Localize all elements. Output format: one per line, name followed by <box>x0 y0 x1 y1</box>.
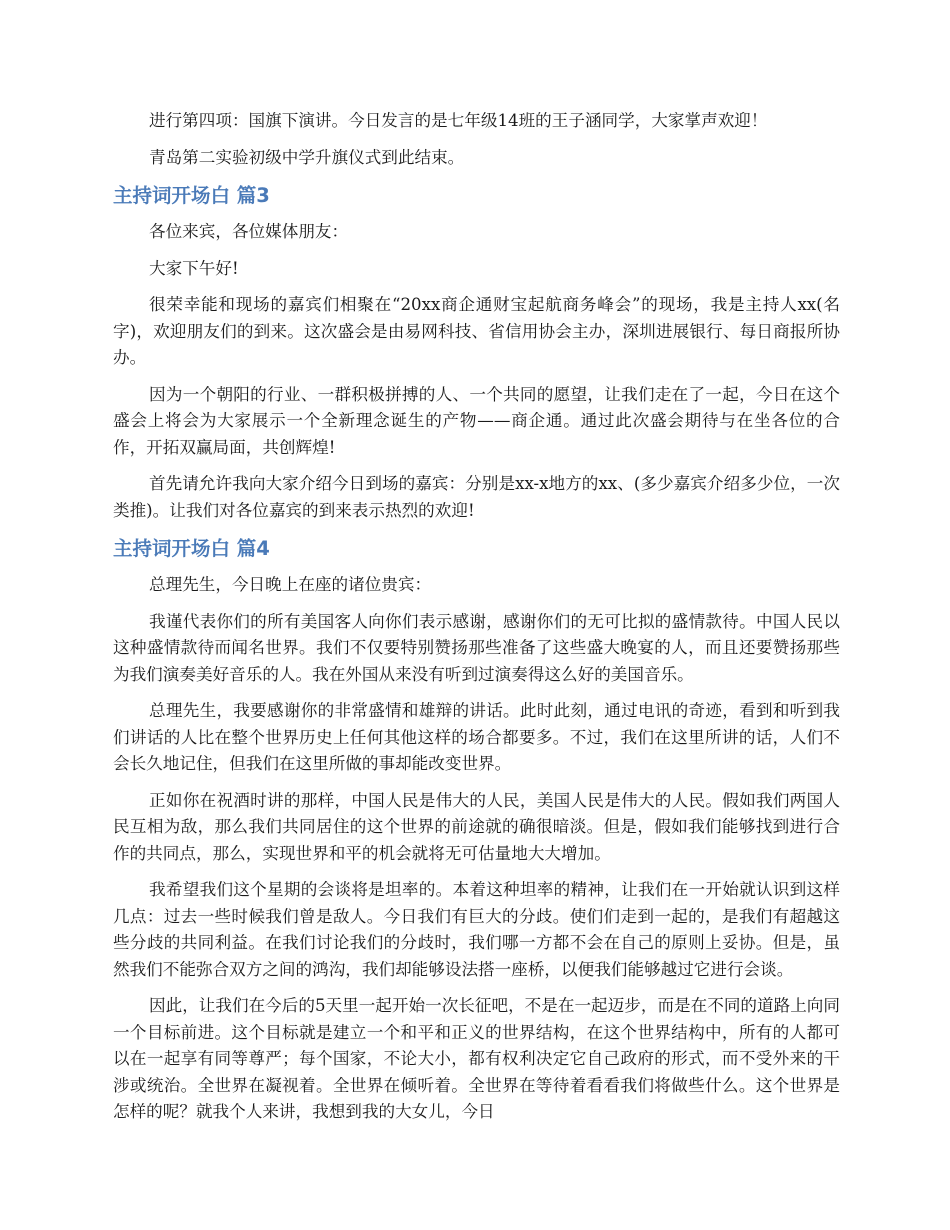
paragraph-introduce-guests: 首先请允许我向大家介绍今日到场的嘉宾：分别是xx-x地方的xx、(多少嘉宾介绍多少位，一次类推)。让我们对各位嘉宾的到来表示热烈的欢迎! <box>113 474 840 520</box>
paragraph-ceremony-end: 青岛第二实验初级中学升旗仪式到此结束。 <box>149 147 465 167</box>
document-page <box>113 108 840 1136</box>
paragraph-thanks-hospitality: 我谨代表你们的所有美国客人向你们表示感谢，感谢你们的无可比拟的盛情款待。中国人民以这种盛情款待而闻名世界。我们不仅要特别赞扬那些准备了这些盛大晚宴的人，而且还要赞扬那些为我们演奏美好音乐的人。我在外国从来没有听到过演奏得这么好的美国音乐。 <box>113 611 840 684</box>
paragraph-honored-host: 很荣幸能和现场的嘉宾们相聚在“20xx商企通财宝起航商务峰会”的现场，我是主持人xx(名字)，欢迎朋友们的到来。这次盛会是由易网科技、省信用协会主办，深圳进展银行、每日商报所协办。 <box>113 295 840 367</box>
paragraph-fourth-item: 进行第四项：国旗下演讲。今日发言的是七年级14班的王子涵同学，大家掌声欢迎！ <box>149 111 768 130</box>
paragraph-frank-talks: 我希望我们这个星期的会谈将是坦率的。本着这种坦率的精神，让我们在一开始就认识到这样几点：过去一些时候我们曾是敌人。今日我们有巨大的分歧。使们们走到一起的，是我们有超越这些分歧的共同利益。在我们讨论我们的分歧时，我们哪一方都不会在自己的原则上妥协。但是，虽然我们不能弥合双方之间的鸿沟，我们却能够设法搭一座桥，以便我们能够越过它进行会谈。 <box>113 880 840 979</box>
paragraph-great-peoples: 正如你在祝酒时讲的那样，中国人民是伟大的人民，美国人民是伟大的人民。假如我们两国人民互相为敌，那么我们共同居住的这个世界的前途就的确很暗淡。但是，假如我们能够找到进行合作的共同点，那么，实现世界和平的机会就将无可估量地大大增加。 <box>113 790 840 863</box>
section-heading-3: 主持词开场白 篇3 <box>113 184 270 207</box>
paragraph-long-march: 因此，让我们在今后的5天里一起开始一次长征吧，不是在一起迈步，而是在不同的道路上向同一个目标前进。这个目标就是建立一个和平和正义的世界结构，在这个世界结构中，所有的人都可以在一起享有同等尊严；每个国家，不论大小，都有权利决定它自己政府的形式，而不受外来的干涉或统治。全世界在凝视着。全世界在倾听着。全世界在等待着看看我们将做些什么。这个世界是怎样的呢？就我个人来讲，我想到我的大女儿，今日 <box>113 996 840 1121</box>
paragraph-good-afternoon: 大家下午好! <box>149 258 239 278</box>
section-heading-4: 主持词开场白 篇4 <box>113 537 270 560</box>
paragraph-shared-vision: 因为一个朝阳的行业、一群积极拼搏的人、一个共同的愿望，让我们走在了一起，今日在这个盛会上将会为大家展示一个全新理念诞生的产物——商企通。通过此次盛会期待与在坐各位的合作，开拓双赢局面，共创辉煌! <box>113 384 840 457</box>
paragraph-premier-greeting: 总理先生，今日晚上在座的诸位贵宾： <box>149 575 432 594</box>
paragraph-thanks-speech: 总理先生，我要感谢你的非常盛情和雄辩的讲话。此时此刻，通过电讯的奇迹，看到和听到我们讲话的人比在整个世界历史上任何其他这样的场合都要多。不过，我们在这里所讲的话，人们不会长久地记住，但我们在这里所做的事却能改变世界。 <box>113 701 840 773</box>
paragraph-greeting-guests: 各位来宾，各位媒体朋友： <box>149 222 349 241</box>
